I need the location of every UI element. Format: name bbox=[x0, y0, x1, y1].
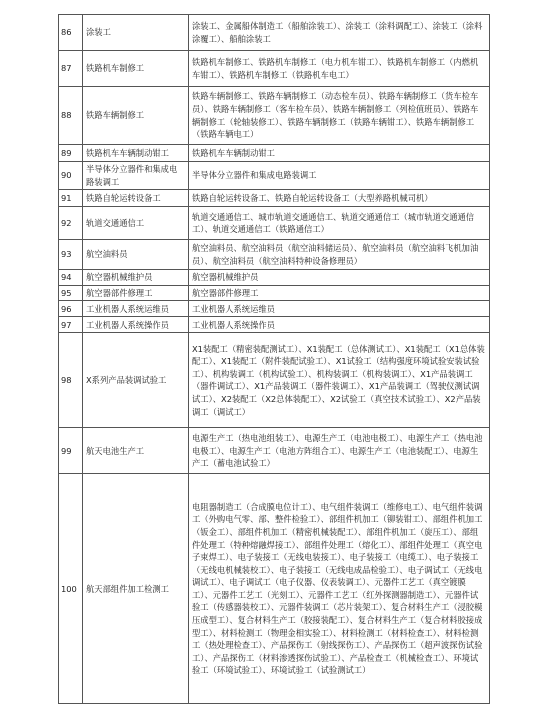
occupation-scope: 工业机器人系统操作员 bbox=[189, 317, 490, 333]
occupation-scope: 铁路机车车辆制动钳工 bbox=[189, 145, 490, 162]
occupation-name: 涂装工 bbox=[83, 15, 189, 51]
occupation-name: 工业机器人系统操作员 bbox=[83, 317, 189, 333]
row-number: 87 bbox=[59, 51, 83, 87]
occupation-name: 铁路车辆制修工 bbox=[83, 87, 189, 145]
table-row bbox=[59, 333, 490, 428]
occupation-scope: 半导体分立器件和集成电路装调工 bbox=[189, 162, 490, 190]
occupation-name: 轨道交通通信工 bbox=[83, 207, 189, 240]
row-number: 93 bbox=[59, 240, 83, 270]
occupation-scope: 航空油料员、航空油料员（航空油料储运员）、航空油料员（航空油料飞机加油员）、航空油料员（航空油料特种设备修理员） bbox=[189, 240, 490, 270]
occupation-name: 航空器机械维护员 bbox=[83, 270, 189, 286]
occupation-scope: 电源生产工（热电池组装工）、电源生产工（电池电极工）、电源生产工（热电池电极工）、电源生产工（电池方阵组合工）、电源生产工（电池装配工）、电源生产工（蓄电池试验工） bbox=[189, 428, 490, 474]
occupation-name: 铁路机车车辆制动钳工 bbox=[83, 145, 189, 162]
occupation-scope: 轨道交通通信工、城市轨道交通通信工、轨道交通通信工（城市轨道交通通信工）、轨道交通通信工（铁路通信工） bbox=[189, 207, 490, 240]
occupation-name: 铁路机车制修工 bbox=[83, 51, 189, 87]
row-number: 95 bbox=[59, 285, 83, 301]
occupation-scope: 工业机器人系统运维员 bbox=[189, 301, 490, 317]
table-row bbox=[59, 51, 490, 87]
row-number: 94 bbox=[59, 270, 83, 286]
occupation-scope: X1装配工（精密装配测试工）、X1装配工（总体测试工）、X1装配工（X1总体装配工）、X1装配工（附件装配试验工）、X1试验工（结构强度环境试验安装试验工）、机构装调工（机构试验工）、机构装调工（机构装调工）、X1产品装调工（器件调试工）、X1产品装调工（器件装调工）、X1产品装调工（驾驶仪测试调试工）、X2装配工（X2总体装配工）、X2试验工（真空技术试验工）、X2产品装调工（调试工） bbox=[189, 333, 490, 428]
row-number: 97 bbox=[59, 317, 83, 333]
occupation-scope: 铁路机车制修工、铁路机车制修工（电力机车钳工）、铁路机车制修工（内燃机车钳工）、铁路机车制修工（铁路机车电工） bbox=[189, 51, 490, 87]
table-row bbox=[59, 145, 490, 162]
occupation-scope: 铁路车辆制修工、铁路车辆制修工（动态检车员）、铁路车辆制修工（货车检车员）、铁路车辆制修工（客车检车员）、铁路车辆制修工（列检值班员）、铁路车辆制修工（轮轴装修工）、铁路车辆制修工（铁路车辆钳工）、铁路车辆制修工（铁路车辆电工） bbox=[189, 87, 490, 145]
row-number: 91 bbox=[59, 190, 83, 207]
occupation-name: 航天部组件加工检测工 bbox=[83, 474, 189, 704]
occupation-scope: 铁路自轮运转设备工、铁路自轮运转设备工（大型养路机械司机） bbox=[189, 190, 490, 207]
row-number: 100 bbox=[59, 474, 83, 704]
table-row bbox=[59, 285, 490, 301]
table-row bbox=[59, 207, 490, 240]
occupation-name: 工业机器人系统运维员 bbox=[83, 301, 189, 317]
occupation-name: X系列产品装调试验工 bbox=[83, 333, 189, 428]
row-number: 99 bbox=[59, 428, 83, 474]
row-number: 89 bbox=[59, 145, 83, 162]
occupation-name: 航天电池生产工 bbox=[83, 428, 189, 474]
occupation-table bbox=[58, 14, 490, 704]
row-number: 96 bbox=[59, 301, 83, 317]
row-number: 88 bbox=[59, 87, 83, 145]
occupation-scope: 航空器部件修理工 bbox=[189, 285, 490, 301]
table-row bbox=[59, 162, 490, 190]
table-row bbox=[59, 428, 490, 474]
row-number: 98 bbox=[59, 333, 83, 428]
table-row bbox=[59, 87, 490, 145]
table-row bbox=[59, 301, 490, 317]
occupation-name: 航空油料员 bbox=[83, 240, 189, 270]
table-row bbox=[59, 15, 490, 51]
occupation-scope: 电阻器制造工（合成膜电位计工）、电气组件装调工（维修电工）、电气组件装调工（外购电气零、部、整件检验工）、部组件机加工（铆装钳工）、部组件机加工（钣金工）、部组件机加工（精密机械装配工）、部组件机加工（旋压工）、部组件处理工（特种熔融焊接工）、部组件处理工（熔化工）、部组件处理工（真空电子束焊工）、电子装接工（无线电装接工）、电子装接工（电缆工）、电子装接工（无线电机械装校工）、电子装接工（无线电成品检验工）、电子调试工（无线电调试工）、电子调试工（电子仪器、仪表装调工）、元器件工艺工（真空镀膜工）、元器件工艺工（光刻工）、元器件工艺工（红外探测器制造工）、元器件试验工（传感器装校工）、元器件装调工（芯片装架工）、复合材料生产工（浸胶模压成型工）、复合材料生产工（胶接装配工）、复合材料生产工（复合材料胶接成型工）、材料检测工（物理金相实验工）、材料检测工（材料检查工）、材料检测工（热处理检查工）、产品探伤工（射线探伤工）、产品探伤工（超声波探伤试验工）、产品探伤工（材料渗透探伤试验工）、产品检查工（机械检查工）、环境试验工（环境试验工）、环境试验工（试验测试工） bbox=[189, 474, 490, 704]
table-row bbox=[59, 474, 490, 704]
occupation-scope: 涂装工、金属船体制造工（船舶涂装工）、涂装工（涂料调配工）、涂装工（涂料涂覆工）、船舶涂装工 bbox=[189, 15, 490, 51]
occupation-name: 半导体分立器件和集成电路装调工 bbox=[83, 162, 189, 190]
occupation-name: 铁路自轮运转设备工 bbox=[83, 190, 189, 207]
table-row bbox=[59, 240, 490, 270]
table-row bbox=[59, 190, 490, 207]
table-row bbox=[59, 270, 490, 286]
occupation-name: 航空器部件修理工 bbox=[83, 285, 189, 301]
row-number: 92 bbox=[59, 207, 83, 240]
occupation-scope: 航空器机械维护员 bbox=[189, 270, 490, 286]
row-number: 90 bbox=[59, 162, 83, 190]
table-row bbox=[59, 317, 490, 333]
row-number: 86 bbox=[59, 15, 83, 51]
